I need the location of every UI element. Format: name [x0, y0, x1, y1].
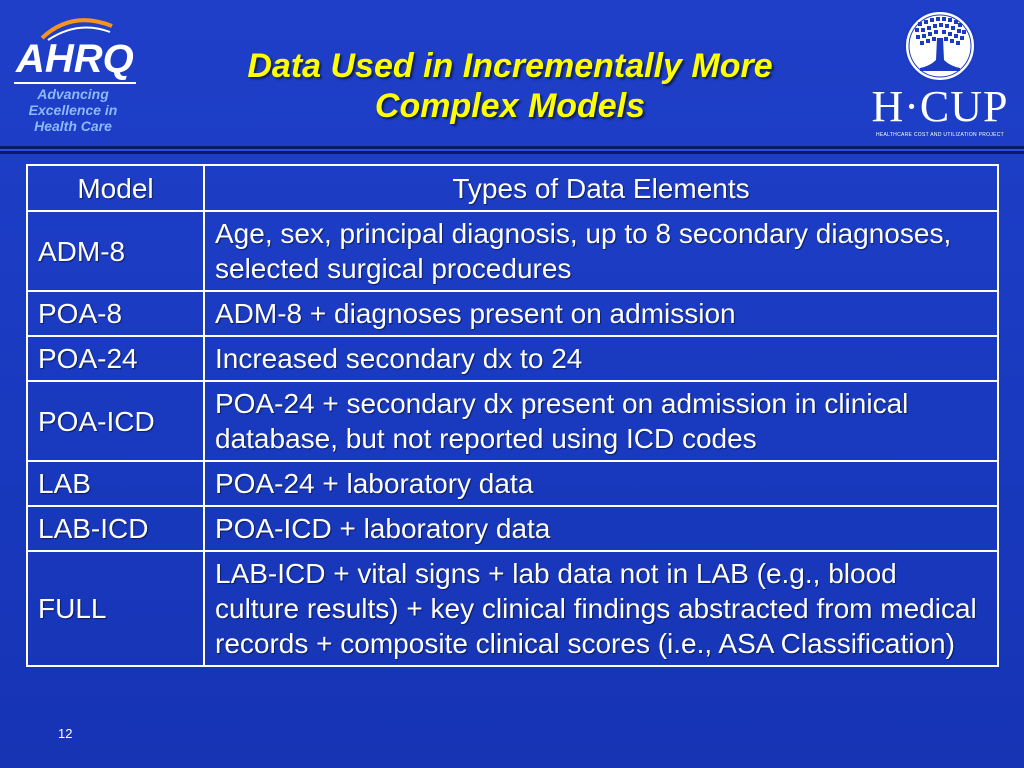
hcup-wordmark: H·CUP: [871, 82, 1009, 131]
ahrq-tagline-line: Health Care: [34, 118, 112, 134]
ahrq-logo: [8, 8, 138, 138]
slide-number: 12: [58, 726, 73, 741]
model-cell: POA-ICD: [27, 381, 204, 461]
table-row: [27, 551, 998, 666]
slide-title: [170, 46, 850, 126]
types-cell: Increased secondary dx to 24: [204, 336, 998, 381]
column-header-model: Model: [27, 165, 204, 211]
table-row: [27, 336, 998, 381]
hcup-subtitle: HEALTHCARE COST AND UTILIZATION PROJECT: [875, 132, 1005, 138]
ahrq-tagline-line: Advancing: [37, 86, 109, 102]
table-row: [27, 381, 998, 461]
types-cell: LAB-ICD + vital signs + lab data not in LAB (e.g., blood culture results) + key clinical findings abstracted from medical records + composite clinical scores (i.e., ASA Classification): [204, 551, 998, 666]
ahrq-tagline: [8, 86, 138, 134]
types-cell: POA-24 + secondary dx present on admission in clinical database, but not reported using ICD codes: [204, 381, 998, 461]
table-header-row: [27, 165, 998, 211]
hcup-tree-emblem-icon: [902, 8, 978, 84]
table-row: [27, 506, 998, 551]
types-cell: POA-24 + laboratory data: [204, 461, 998, 506]
types-cell: Age, sex, principal diagnosis, up to 8 secondary diagnoses, selected surgical procedures: [204, 211, 998, 291]
model-cell: LAB-ICD: [27, 506, 204, 551]
slide-header: [0, 0, 1024, 150]
ahrq-logo-mark: [12, 16, 140, 82]
slide-title-line: Data Used in Incrementally More: [247, 47, 773, 85]
hcup-logo: [864, 8, 1016, 140]
model-cell: POA-8: [27, 291, 204, 336]
model-cell: LAB: [27, 461, 204, 506]
models-table: [26, 164, 999, 667]
model-cell: POA-24: [27, 336, 204, 381]
ahrq-logo-rule: [14, 82, 136, 84]
model-cell: FULL: [27, 551, 204, 666]
model-cell: ADM-8: [27, 211, 204, 291]
ahrq-tagline-line: Excellence in: [28, 102, 118, 118]
types-cell: POA-ICD + laboratory data: [204, 506, 998, 551]
column-header-types: Types of Data Elements: [204, 165, 998, 211]
ahrq-logo-text: AHRQ: [16, 37, 134, 81]
table-row: [27, 211, 998, 291]
table-row: [27, 461, 998, 506]
header-divider: [0, 146, 1024, 154]
table-row: [27, 291, 998, 336]
slide-title-line: Complex Models: [374, 87, 646, 125]
types-cell: ADM-8 + diagnoses present on admission: [204, 291, 998, 336]
